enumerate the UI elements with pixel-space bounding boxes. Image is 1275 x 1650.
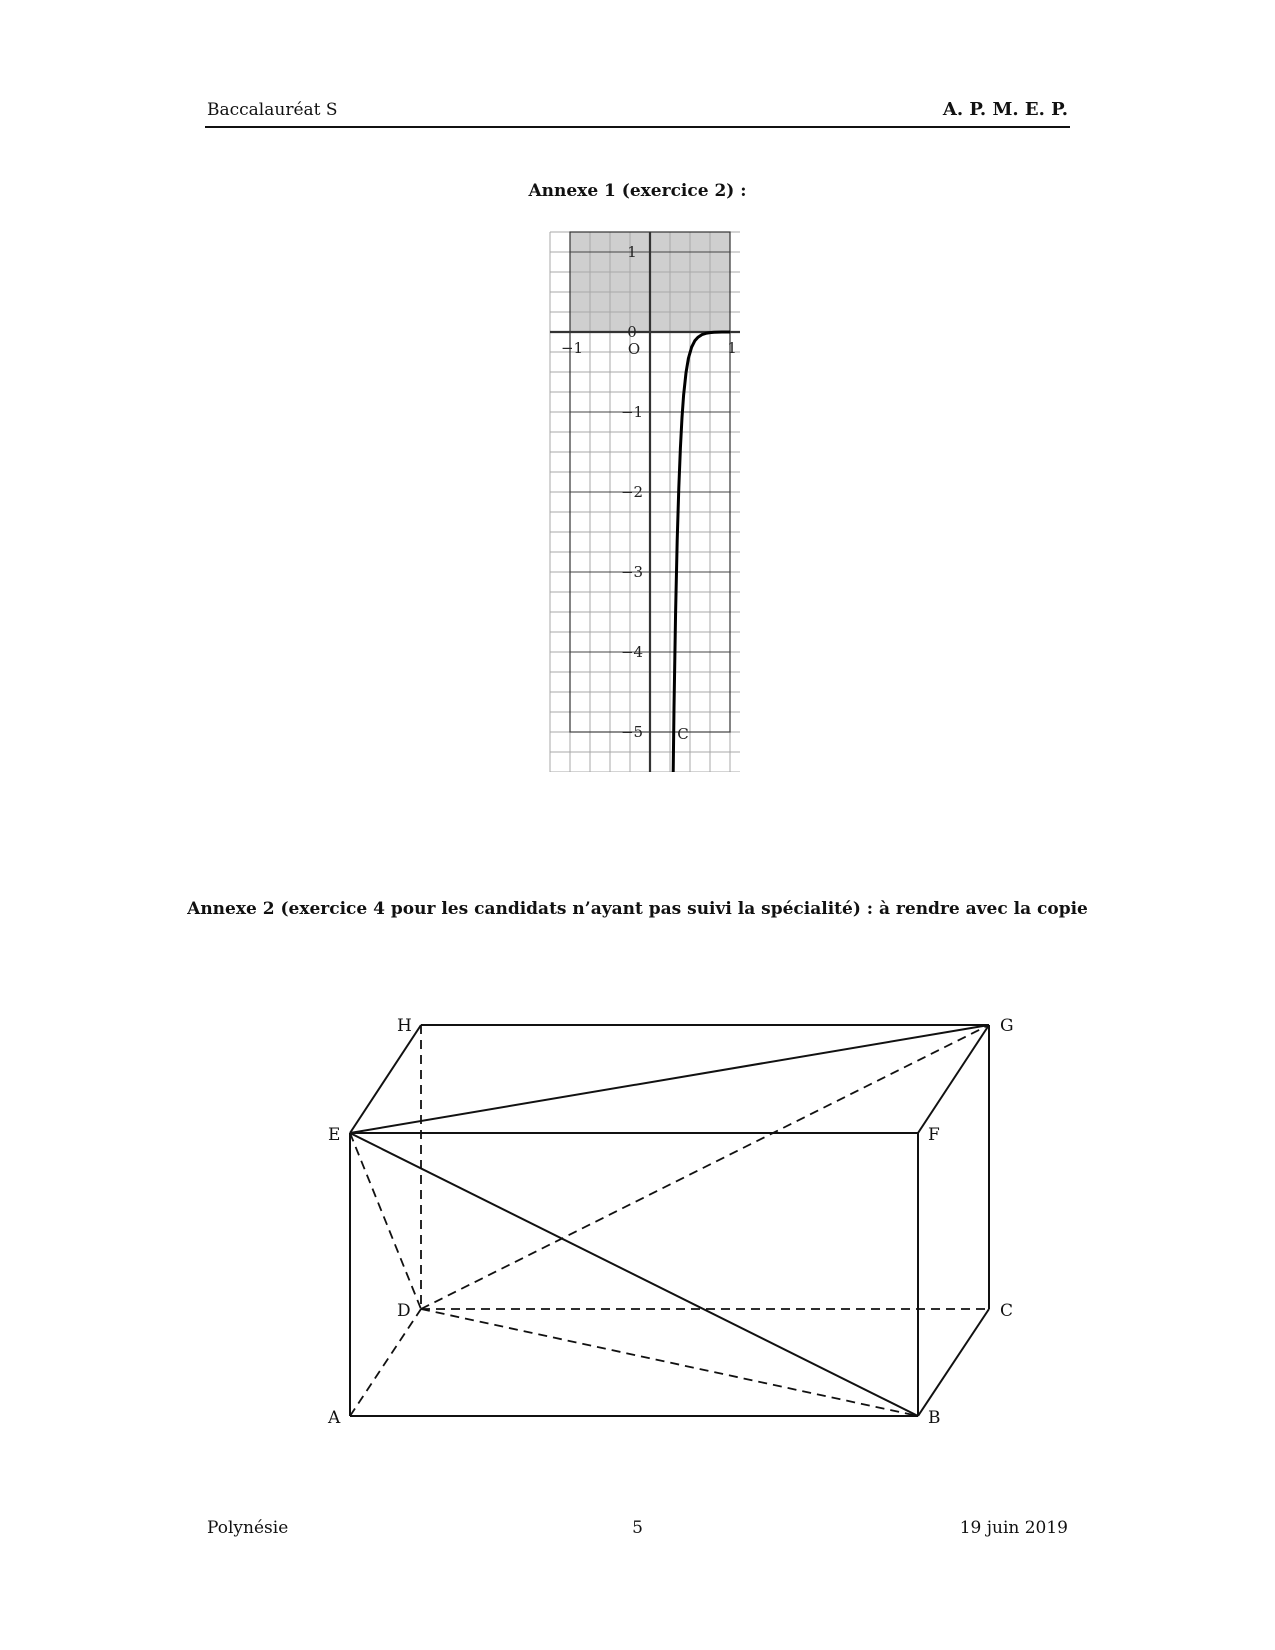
y-tick-label: −2: [620, 483, 644, 501]
annex1-title: Annexe 1 (exercice 2) :: [528, 181, 747, 201]
segment-ED: [350, 1133, 421, 1309]
vertex-label-B: B: [928, 1408, 941, 1428]
edge-FG: [918, 1025, 989, 1133]
segment-EB: [350, 1133, 918, 1416]
header-right: A. P. M. E. P.: [942, 99, 1068, 120]
x-tick-label: 1: [727, 339, 737, 357]
y-tick-label: −1: [620, 403, 644, 421]
vertex-label-D: D: [397, 1301, 411, 1321]
page-number: 5: [632, 1518, 643, 1538]
y-tick-label: −3: [620, 563, 644, 581]
segment-DG: [421, 1025, 989, 1309]
vertex-label-H: H: [397, 1016, 412, 1036]
footer-left: Polynésie: [207, 1518, 289, 1538]
segment-DB: [421, 1309, 918, 1416]
header-left: Baccalauréat S: [207, 100, 338, 120]
cuboid-figure: [310, 1000, 1030, 1440]
origin-label: O: [627, 340, 641, 358]
y-tick-label: 1: [627, 243, 637, 261]
footer-right: 19 juin 2019: [959, 1518, 1068, 1538]
annex1-graph: [530, 212, 740, 772]
curve-label: C: [677, 725, 689, 743]
page-header: [205, 98, 1070, 128]
edge-EH: [350, 1025, 421, 1133]
y-tick-label: −4: [620, 643, 644, 661]
edge-AD: [350, 1309, 421, 1416]
vertex-label-G: G: [1000, 1016, 1014, 1036]
edge-BC: [918, 1309, 989, 1416]
vertex-label-A: A: [328, 1408, 341, 1428]
y-tick-label: 0: [627, 323, 637, 341]
vertex-label-F: F: [928, 1125, 940, 1145]
vertex-label-C: C: [1000, 1301, 1014, 1321]
segment-EG: [350, 1025, 989, 1133]
x-tick-label: −1: [560, 339, 584, 357]
vertex-label-E: E: [328, 1125, 341, 1145]
y-tick-label: −5: [620, 723, 644, 741]
annex2-title: Annexe 2 (exercice 4 pour les candidats n’ayant pas suivi la spécialité) : à rendre avec la copie: [187, 899, 1088, 919]
